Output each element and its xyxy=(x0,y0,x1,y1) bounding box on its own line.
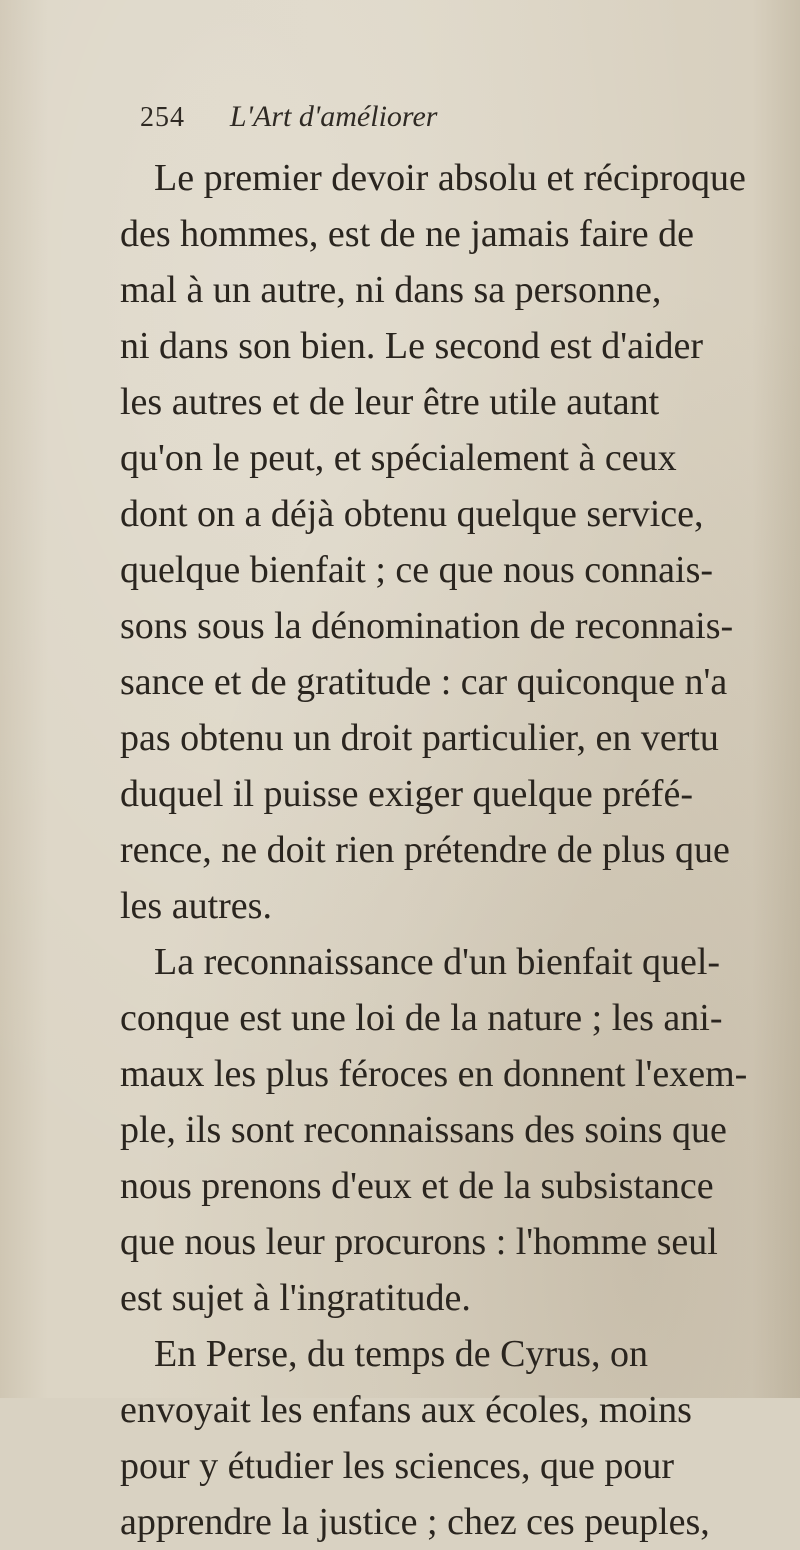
page-number: 254 xyxy=(140,102,185,133)
text-line: ple, ils sont reconnaissans des soins que xyxy=(120,1109,727,1151)
text-line: nous prenons d'eux et de la subsistance xyxy=(120,1165,714,1207)
text-line: rence, ne doit rien prétendre de plus que xyxy=(120,829,730,871)
text-line: des hommes, est de ne jamais faire de xyxy=(120,213,695,255)
text-line: est sujet à l'ingratitude. xyxy=(120,1277,471,1319)
text-line: maux les plus féroces en donnent l'exem- xyxy=(120,1053,748,1095)
body-text xyxy=(120,150,748,1550)
text-line: conque est une loi de la nature ; les ani- xyxy=(120,997,723,1039)
running-title: L'Art d'améliorer xyxy=(229,100,438,133)
text-line: duquel il puisse exiger quelque préfé- xyxy=(120,773,693,815)
text-line: dont on a déjà obtenu quelque service, xyxy=(120,493,704,535)
text-line: qu'on le peut, et spécialement à ceux xyxy=(120,437,677,479)
text-line: les autres. xyxy=(120,885,272,927)
text-line: les autres et de leur être utile autant xyxy=(120,381,660,423)
text-line: sance et de gratitude : car quiconque n'a xyxy=(120,661,728,703)
text-line: quelque bienfait ; ce que nous connais- xyxy=(120,549,714,591)
text-line: En Perse, du temps de Cyrus, on xyxy=(154,1333,648,1375)
text-line: ni dans son bien. Le second est d'aider xyxy=(120,325,704,367)
text-line: mal à un autre, ni dans sa personne, xyxy=(120,269,662,311)
text-line: pour y étudier les sciences, que pour xyxy=(120,1445,674,1487)
text-line: apprendre la justice ; chez ces peuples, xyxy=(120,1501,710,1543)
text-line: La reconnaissance d'un bienfait quel- xyxy=(154,941,721,983)
text-line: envoyait les enfans aux écoles, moins xyxy=(120,1389,692,1431)
text-line: sons sous la dénomination de reconnais- xyxy=(120,605,734,647)
text-line: pas obtenu un droit particulier, en vertu xyxy=(120,717,719,759)
text-line: Le premier devoir absolu et réciproque xyxy=(154,157,746,199)
page-header xyxy=(140,100,700,134)
text-line: que nous leur procurons : l'homme seul xyxy=(120,1221,718,1263)
